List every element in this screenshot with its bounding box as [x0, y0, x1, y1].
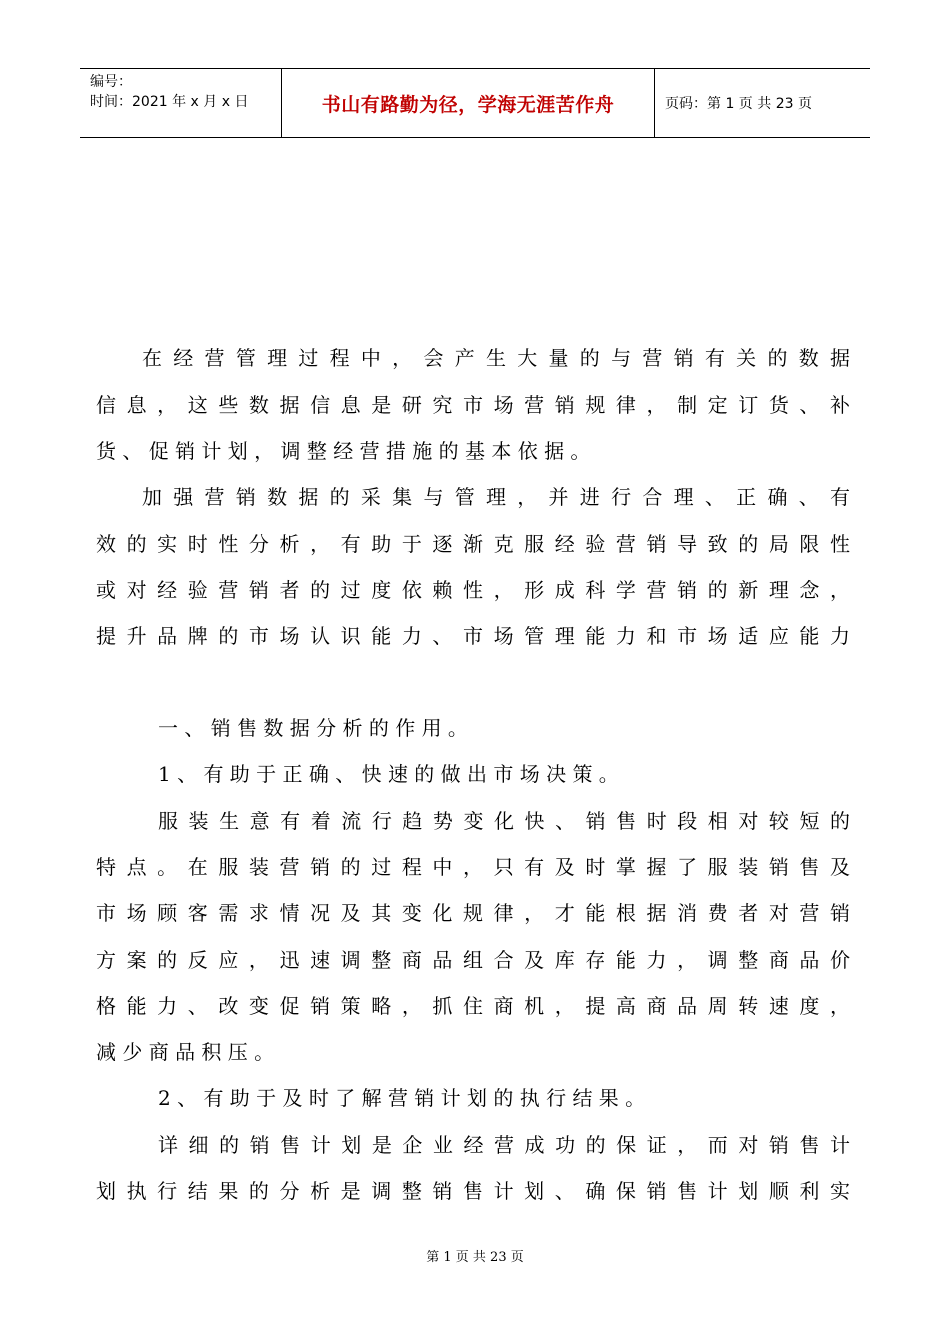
body-line: 加 强 营 销 数 据 的 采 集 与 管 理 ， 并 进 行 合 理 、 正 确 、 有 — [142, 485, 850, 509]
body-line: 划 执 行 结 果 的 分 析 是 调 整 销 售 计 划 、 确 保 销 售 计 划 顺 利 实 — [96, 1179, 850, 1203]
body-line: 在 经 营 管 理 过 程 中 ， 会 产 生 大 量 的 与 营 销 有 关 的 数 据 — [142, 346, 850, 370]
body-line: 或 对 经 验 营 销 者 的 过 度 依 赖 性 ， 形 成 科 学 营 销 的 新 理 念 ， — [96, 578, 850, 602]
subsection-heading: 2 、 有 助 于 及 时 了 解 营 销 计 划 的 执 行 结 果 。 — [158, 1086, 646, 1110]
body-line: 方 案 的 反 应 ， 迅 速 调 整 商 品 组 合 及 库 存 能 力 ， 调 整 商 品 价 — [96, 948, 850, 972]
subsection-heading: 1 、 有 助 于 正 确 、 快 速 的 做 出 市 场 决 策 。 — [158, 762, 619, 786]
body-line: 提 升 品 牌 的 市 场 认 识 能 力 、 市 场 管 理 能 力 和 市 场 适 应 能 力 — [96, 624, 850, 648]
body-line: 格 能 力 、 改 变 促 销 策 略 ， 抓 住 商 机 ， 提 高 商 品 周 转 速 度 ， — [96, 994, 850, 1018]
header-page-cell — [655, 69, 870, 137]
document-number-label: 编号： — [90, 74, 132, 90]
header-motto-cell — [282, 69, 655, 137]
body-line: 减 少 商 品 积 压 。 — [96, 1040, 275, 1064]
header-meta-cell — [80, 69, 282, 137]
header-motto: 书山有路勤为径，学海无涯苦作舟 — [321, 93, 615, 116]
body-line: 市 场 顾 客 需 求 情 况 及 其 变 化 规 律 ， 才 能 根 据 消 费 者 对 营 销 — [96, 901, 850, 925]
page-header — [80, 68, 870, 138]
body-line: 货 、 促 销 计 划 ， 调 整 经 营 措 施 的 基 本 依 据 。 — [96, 439, 591, 463]
page-footer: 第 1 页 共 23 页 — [426, 1250, 524, 1265]
body-line: 效 的 实 时 性 分 析 ， 有 助 于 逐 渐 克 服 经 验 营 销 导 致 的 局 限 性 — [96, 532, 850, 556]
section-heading: 一 、 销 售 数 据 分 析 的 作 用 。 — [158, 716, 468, 740]
header-page-label: 页码：第 1 页 共 23 页 — [665, 96, 812, 112]
body-line: 详 细 的 销 售 计 划 是 企 业 经 营 成 功 的 保 证 ， 而 对 销 售 计 — [158, 1133, 850, 1157]
body-line: 信 息 ， 这 些 数 据 信 息 是 研 究 市 场 营 销 规 律 ， 制 定 订 货 、 补 — [96, 393, 850, 417]
body-line: 特 点 。 在 服 装 营 销 的 过 程 中 ， 只 有 及 时 掌 握 了 服 装 销 售 及 — [96, 855, 850, 879]
document-date-label: 时间：2021 年 x 月 x 日 — [90, 94, 249, 110]
body-line: 服 装 生 意 有 着 流 行 趋 势 变 化 快 、 销 售 时 段 相 对 较 短 的 — [158, 809, 850, 833]
